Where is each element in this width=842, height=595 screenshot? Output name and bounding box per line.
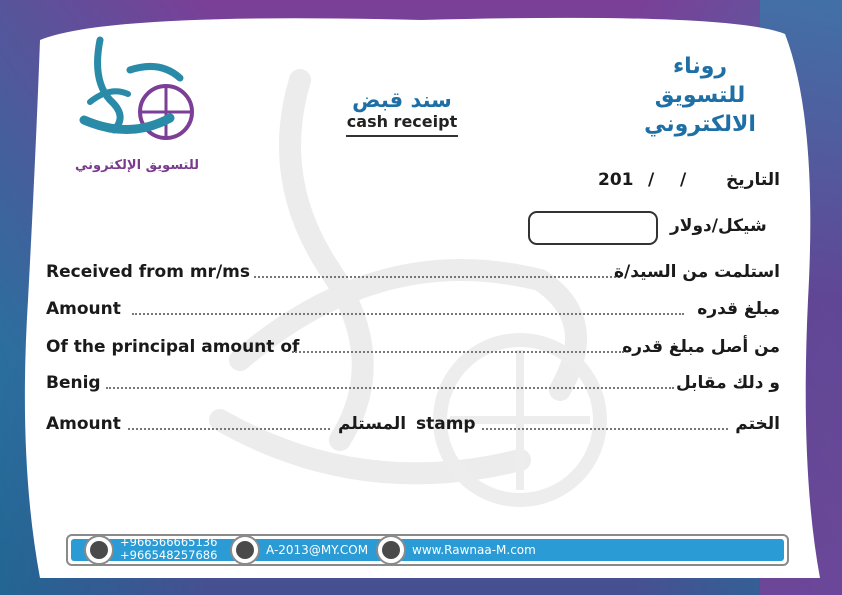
title-english: cash receipt: [346, 112, 458, 131]
field-label-en: Received from mr/ms: [46, 262, 250, 282]
receipt-title: [340, 88, 464, 137]
date-year: 201: [598, 170, 634, 190]
phone-number-2: +966548257686: [120, 548, 218, 562]
phone-number-1: +966566665136: [120, 535, 218, 549]
date-field[interactable]: [590, 170, 780, 194]
title-underline: [346, 135, 458, 137]
fill-line[interactable]: [292, 351, 624, 353]
field-label-ar: من أصل مبلغ قدره: [622, 337, 780, 357]
field-label-en: Benig: [46, 373, 101, 393]
field-label-ar: استلمت من السيد/ة: [614, 262, 780, 282]
fill-line[interactable]: [254, 276, 620, 278]
field-label-en: Amount: [46, 299, 121, 319]
brand-line-1: روناء: [672, 54, 728, 79]
field-label-en: Of the principal amount of: [46, 337, 300, 357]
field-received-from[interactable]: [46, 262, 780, 288]
field-amount[interactable]: [46, 299, 780, 325]
fill-line[interactable]: [128, 428, 330, 430]
globe-icon: [376, 535, 406, 565]
brand-line-2: للتسويق: [654, 83, 746, 108]
fill-line[interactable]: [132, 313, 684, 315]
fill-line[interactable]: [106, 387, 674, 389]
signature-row: [46, 414, 780, 440]
seal-label: الختم: [735, 414, 780, 434]
amount-box[interactable]: [528, 211, 658, 245]
signature-amount-label: Amount: [46, 414, 121, 434]
receiver-label: المستلم: [338, 414, 407, 434]
date-separator: /: [648, 170, 655, 190]
date-separator: /: [680, 170, 687, 190]
mail-icon: [230, 535, 260, 565]
field-label-ar: و دلك مقابل: [675, 373, 780, 393]
date-label: التاريخ: [726, 170, 780, 190]
logo-tagline: للتسويق الإلكتروني: [74, 158, 200, 173]
field-benig[interactable]: [46, 373, 780, 399]
brand-name: [640, 52, 760, 139]
website-text[interactable]: www.Rawnaa-M.com: [412, 543, 536, 557]
stamp-label: stamp: [416, 414, 476, 434]
phone-icon: [84, 535, 114, 565]
email-text[interactable]: A-2013@MY.COM: [266, 543, 369, 557]
currency-label: شيكل/دولار: [670, 216, 767, 236]
title-arabic: سند قبض: [352, 88, 452, 112]
fill-line[interactable]: [482, 428, 728, 430]
brand-line-3: الالكتروني: [644, 112, 756, 137]
field-label-ar: مبلغ قدره: [697, 299, 780, 319]
field-principal-amount[interactable]: [46, 337, 780, 363]
